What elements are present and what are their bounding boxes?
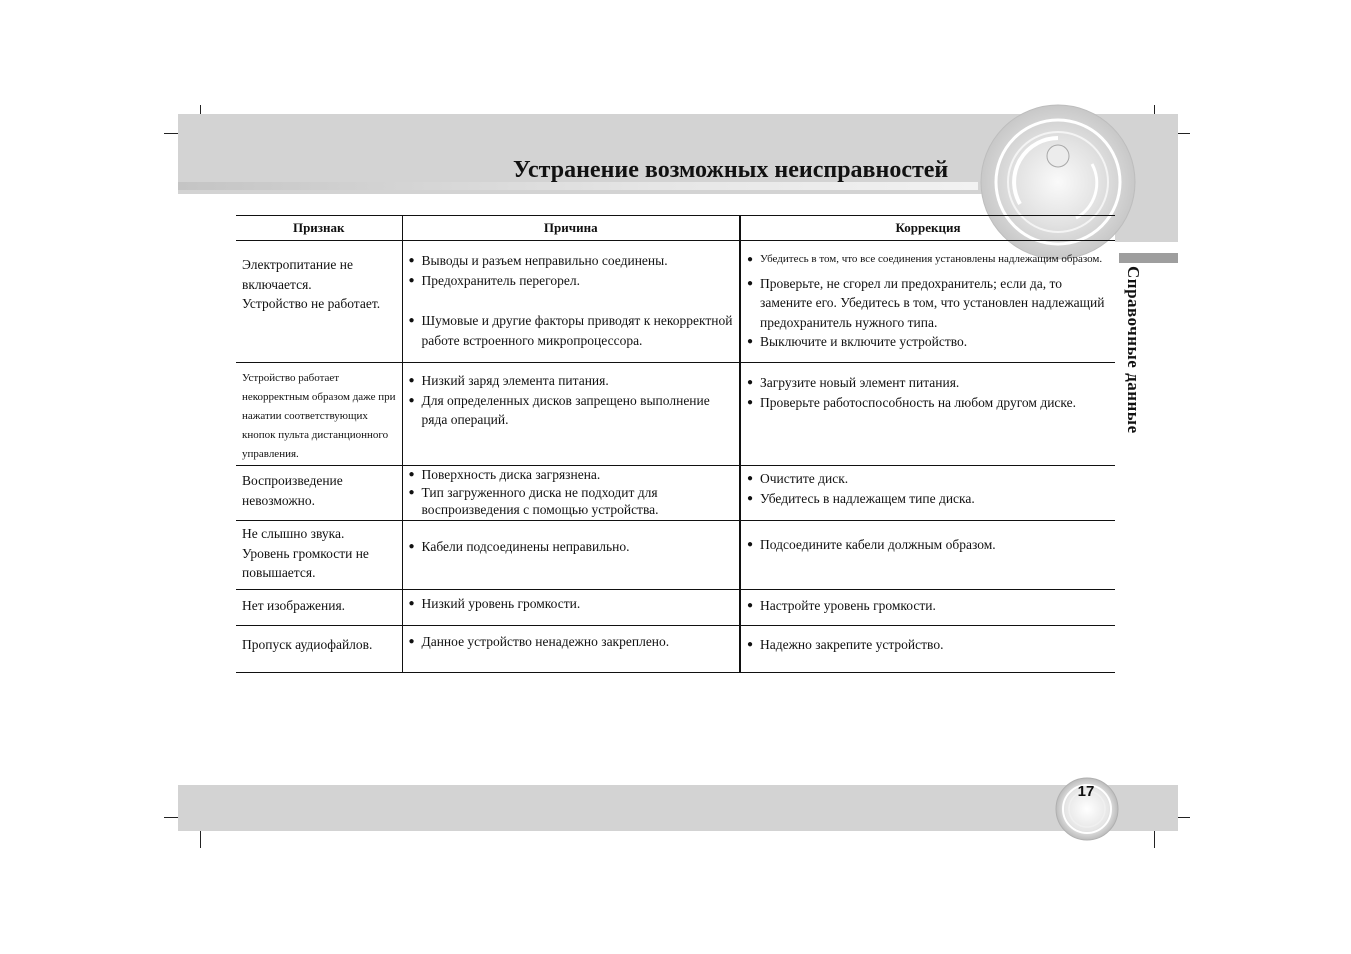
symptom-cell	[236, 590, 402, 626]
footer-band	[178, 785, 1178, 831]
cause-item: ● Для определенных дисков запрещено выполнение ряда операций.	[409, 391, 736, 430]
symptom-text: Воспроизведение невозможно.	[242, 473, 343, 508]
table-row	[236, 241, 1115, 363]
fix-item: ● Проверьте, не сгорел ли предохранитель; если да, то замените его. Убедитесь в том, что установлен надлежащий предохранитель нужного типа.	[747, 274, 1111, 333]
section-side-label: Справочные данные	[1124, 266, 1143, 434]
cause-cell	[402, 466, 740, 521]
table-row	[236, 466, 1115, 521]
symptom-cell	[236, 363, 402, 466]
table-row	[236, 521, 1115, 590]
symptom-text: Нет изображения.	[242, 598, 346, 613]
fix-item: ● Надежно закрепите устройство.	[747, 635, 1111, 655]
troubleshooting-table	[236, 215, 1115, 673]
cause-list	[403, 521, 740, 557]
fix-cell	[740, 241, 1115, 363]
fix-cell	[740, 626, 1115, 673]
fix-list	[741, 466, 1115, 508]
cause-list	[403, 466, 740, 519]
fix-cell	[740, 521, 1115, 590]
fix-list	[741, 626, 1115, 655]
cause-item: ● Низкий заряд элемента питания.	[409, 371, 736, 391]
fix-list	[741, 590, 1115, 616]
cause-item: ● Данное устройство ненадежно закреплено.	[409, 632, 736, 652]
column-header-correction: Коррекция	[740, 216, 1115, 241]
cause-list	[403, 363, 740, 430]
fix-list	[741, 241, 1115, 352]
cause-list	[403, 590, 740, 614]
symptom-text: Устройство работает некорректным образом даже при нажатии соответствующих кнопок пульта дистанционного управления.	[242, 372, 396, 460]
page-number: 17	[1077, 783, 1095, 800]
fix-item: ● Настройте уровень громкости.	[747, 596, 1111, 616]
cause-cell	[402, 626, 740, 673]
cause-item: ● Тип загруженного диска не подходит для воспроизведения с помощью устройства.	[409, 484, 736, 519]
symptom-cell	[236, 626, 402, 673]
cause-list	[403, 626, 740, 652]
side-marker	[1119, 253, 1178, 263]
symptom-cell	[236, 466, 402, 521]
fix-item: ● Выключите и включите устройство.	[747, 332, 1111, 352]
cause-item: ● Выводы и разъем неправильно соединены.	[409, 251, 736, 271]
column-header-cause: Причина	[402, 216, 740, 241]
symptom-cell	[236, 241, 402, 363]
cause-item: ● Кабели подсоединены неправильно.	[409, 537, 736, 557]
cause-cell	[402, 521, 740, 590]
fix-item: ● Очистите диск.	[747, 469, 1111, 489]
page-title: Устранение возможных неисправностей	[513, 157, 949, 183]
symptom-text: Электропитание не включается. Устройство не работает.	[242, 257, 381, 311]
table-row	[236, 590, 1115, 626]
column-header-symptom: Признак	[236, 216, 402, 241]
fix-item: ● Убедитесь в том, что все соединения установлены надлежащим образом.	[747, 250, 1111, 270]
fix-cell	[740, 466, 1115, 521]
fix-list	[741, 363, 1115, 412]
symptom-text: Не слышно звука. Уровень громкости не повышается.	[242, 526, 369, 580]
cause-item: ● Шумовые и другие факторы приводят к некорректной работе встроенного микропроцессора.	[409, 311, 736, 350]
table-row	[236, 626, 1115, 673]
fix-item: ● Загрузите новый элемент питания.	[747, 373, 1111, 393]
cause-cell	[402, 590, 740, 626]
fix-item: ● Подсоедините кабели должным образом.	[747, 535, 1111, 555]
symptom-cell	[236, 521, 402, 590]
table-header-row	[236, 216, 1115, 241]
cause-cell	[402, 363, 740, 466]
fix-item: ● Убедитесь в надлежащем типе диска.	[747, 489, 1111, 509]
table-row	[236, 363, 1115, 466]
cause-item: ● Поверхность диска загрязнена.	[409, 466, 736, 484]
fix-list	[741, 521, 1115, 555]
fix-cell	[740, 363, 1115, 466]
fix-cell	[740, 590, 1115, 626]
cause-item: ● Предохранитель перегорел.	[409, 271, 736, 291]
cause-list	[403, 241, 740, 350]
cause-cell	[402, 241, 740, 363]
cause-item: ● Низкий уровень громкости.	[409, 594, 736, 614]
symptom-text: Пропуск аудиофайлов.	[242, 637, 373, 652]
fix-item: ● Проверьте работоспособность на любом другом диске.	[747, 393, 1111, 413]
